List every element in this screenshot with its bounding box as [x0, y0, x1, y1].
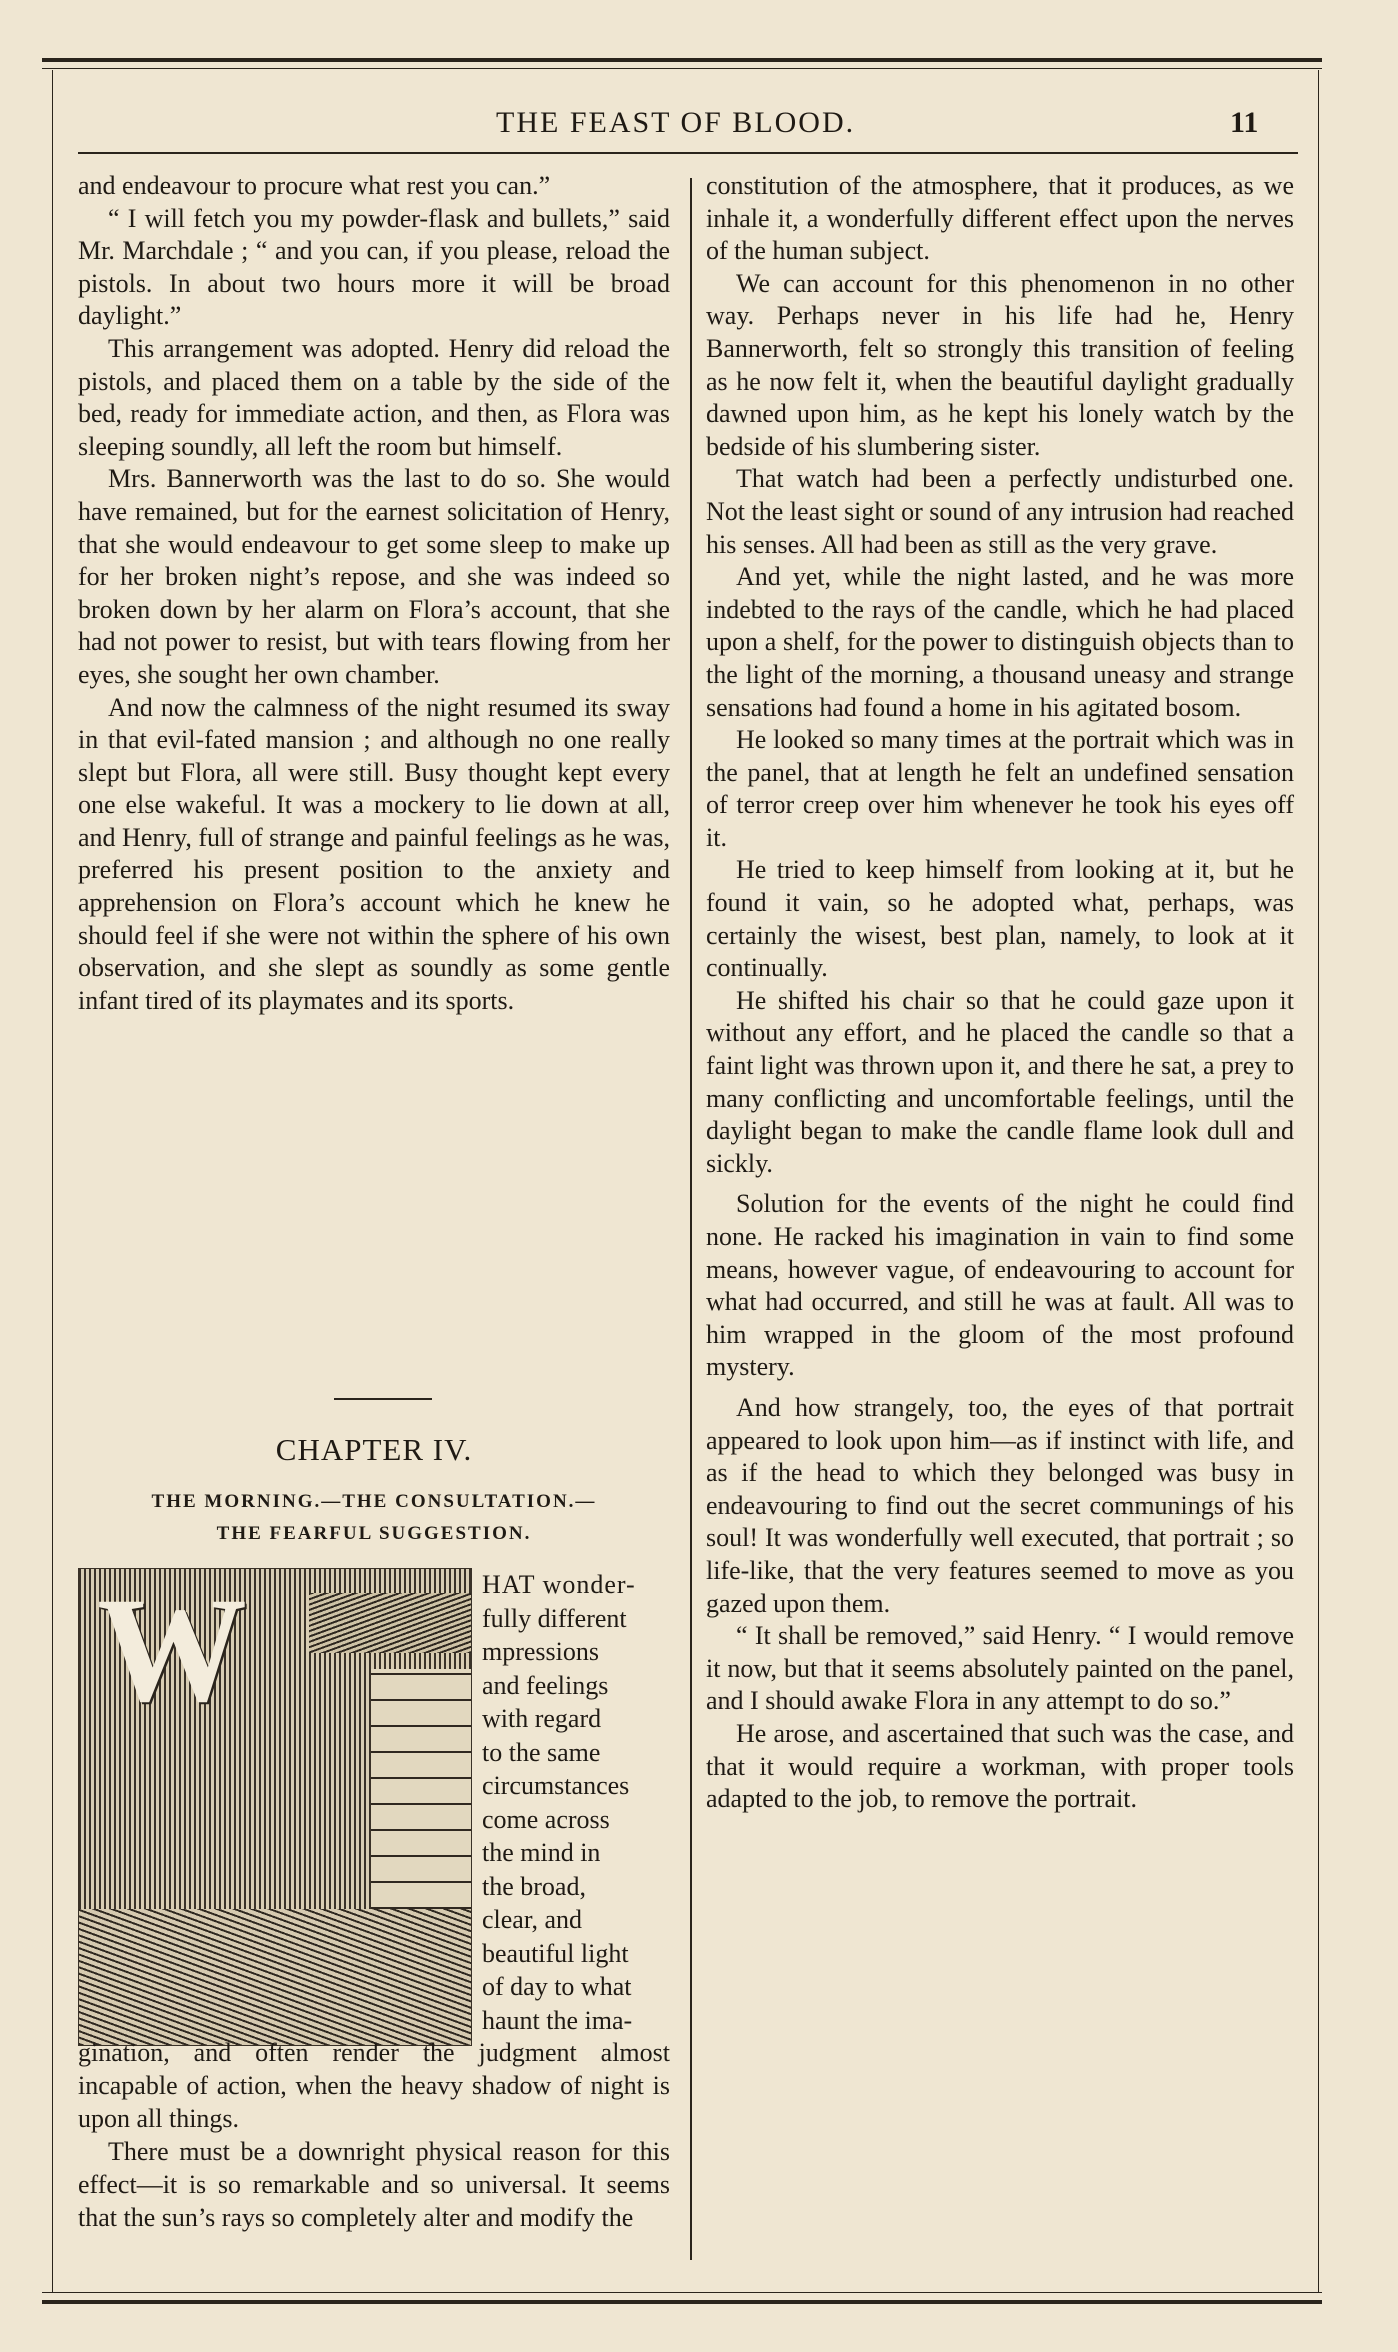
left-column-text: [78, 170, 670, 1017]
wrap-line: fully different: [482, 1603, 627, 1633]
engraving-ground: [79, 1909, 471, 2045]
paragraph: That watch had been a perfectly undisturbed one. Not the least sight or sound of any intrusion had reached his senses. All had been as still as the very grave.: [706, 464, 1294, 559]
paragraph: “ I will fetch you my powder-flask and bullets,” said Mr. Marchdale ; “ and you can, if you please, reload the pistols. In about two hours more it will be broad daylight.”: [78, 203, 670, 331]
chapter-continued-text: [78, 2036, 670, 2234]
wrap-line: the mind in: [482, 1838, 601, 1867]
paragraph: Solution for the events of the night he could find none. He racked his imagination in vain to find some means, however vague, of endeavouring to account for what had occurred, and still he was at fault. All was to him wrapped in the gloom of the most profound mystery.: [706, 1189, 1294, 1382]
wrap-line: haunt the ima-: [482, 2005, 633, 2035]
right-column-text: [706, 170, 1294, 1816]
paragraph: He looked so many times at the portrait which was in the panel, that at length he felt an undefined sensation of terror creep over him whenever he took his eyes off it.: [706, 725, 1294, 852]
wrap-line: and feelings: [482, 1670, 609, 1700]
bottom-double-rule: [42, 2300, 1322, 2304]
drop-cap-wrap-text: [482, 1568, 672, 2037]
frame-left-border: [52, 70, 53, 2292]
drop-cap-letter: W: [97, 1567, 247, 1733]
header-rule: [78, 152, 1298, 154]
paragraph: He shifted his chair so that he could gaze upon it without any effort, and he placed the candle so that a faint light was thrown upon it, and there he sat, a prey to many conflicting and uncomfortable feelings, until the daylight began to make the candle flame look dull and sickly.: [706, 985, 1294, 1178]
chapter-subtitle-line: THE FEARFUL SUGGESTION.: [216, 1523, 532, 1544]
running-title: THE FEAST OF BLOOD.: [496, 106, 856, 139]
wrap-line: with regard: [482, 1704, 602, 1733]
bottom-thin-rule: [42, 2292, 1322, 2293]
wrap-line: to the same: [482, 1737, 601, 1767]
top-double-rule: [42, 58, 1322, 62]
frame-right-border: [1318, 70, 1319, 2292]
wrap-line: clear, and: [482, 1905, 583, 1934]
paragraph: And how strangely, too, the eyes of that portrait appeared to look upon him—as if instinct with life, and as if the head to which they belonged was busy in endeavouring to find out the secret communings of his soul! It was wonderfully well executed, that portrait ; so life-like, that the very features seemed to move as you gazed upon them.: [706, 1392, 1294, 1618]
chapter-subtitle-line: THE MORNING.—THE CONSULTATION.—: [151, 1491, 597, 1512]
wrap-line: come across: [482, 1804, 610, 1834]
paragraph: gination, and often render the judgment almost incapable of action, when the heavy shadow of night is upon all things.: [78, 2038, 670, 2133]
paragraph: And now the calmness of the night resumed its sway in that evil-fated mansion ; and although no one really slept but Flora, all were still. Busy thought kept every one else wakeful. It was a mockery to lie down at all, and Henry, full of strange and painful feelings as he was, preferred his present position to the anxiety and apprehension on Flora’s account which he knew he should feel if she were not within the sphere of his own observation, and she slept as soundly as some gentle infant tired of its playmates and its sports.: [78, 692, 670, 1015]
wrap-line: of day to what: [482, 1972, 632, 2001]
paragraph: and endeavour to procure what rest you can.”: [78, 171, 551, 200]
engraving-roof: [309, 1593, 471, 1653]
chapter-subtitle: [78, 1486, 670, 1550]
wrap-line: the broad,: [482, 1871, 586, 1901]
paragraph: And yet, while the night lasted, and he was more indebted to the rays of the candle, which he had placed upon a shelf, for the power to distinguish objects than to the light of the morning, a thousand uneasy and strange sensations had found a home in his agitated bosom.: [706, 562, 1294, 722]
paragraph: constitution of the atmosphere, that it produces, as we inhale it, a wonderfully different effect upon the nerves of the human subject.: [706, 171, 1294, 266]
wrap-line: circumstances: [482, 1771, 630, 1800]
engraving-wall: [371, 1669, 471, 1909]
wrap-line: mpressions: [482, 1637, 599, 1666]
paragraph: This arrangement was adopted. Henry did reload the pistols, and placed them on a table by the side of the bed, ready for immediate action, and then, as Flora was sleeping soundly, all left the room but himself.: [78, 333, 670, 461]
paragraph: He arose, and ascertained that such was the case, and that it would require a workman, with proper tools adapted to the job, to remove the portrait.: [706, 1718, 1294, 1814]
drop-cap-engraving: [78, 1568, 472, 2046]
wrap-line: HAT wonder-: [482, 1570, 636, 1599]
wrap-line: beautiful light: [482, 1938, 629, 1968]
chapter-title: CHAPTER IV.: [275, 1432, 473, 1467]
paragraph: There must be a downright physical reason for this effect—it is so remarkable and so universal. It seems that the sun’s rays so completely alter and modify the: [78, 2137, 670, 2232]
paragraph: We can account for this phenomenon in no other way. Perhaps never in his life had he, Henry Bannerworth, felt so strongly this transition of feeling as he now felt it, when the beautiful daylight gradually dawned upon him, as he kept his lonely watch by the bedside of his slumbering sister.: [706, 268, 1294, 461]
top-thin-rule: [42, 68, 1322, 69]
paragraph: Mrs. Bannerworth was the last to do so. She would have remained, but for the earnest solicitation of Henry, that she would endeavour to get some sleep to make up for her broken night’s repose, and she was indeed so broken down by her alarm on Flora’s account, that she had not power to resist, but with tears flowing from her eyes, she sought her own chamber.: [78, 464, 670, 689]
chapter-divider-rule: [334, 1398, 432, 1400]
paragraph: He tried to keep himself from looking at it, but he found it vain, so he adopted what, perhaps, was certainly the wisest, best plan, namely, to look at it continually.: [706, 855, 1294, 983]
paragraph: “ It shall be removed,” said Henry. “ I would remove it now, but that it seems absolutely painted on the panel, and I should awake Flora in any attempt to do so.”: [706, 1621, 1294, 1716]
column-divider: [690, 178, 692, 2260]
page-number: 11: [1230, 106, 1259, 139]
